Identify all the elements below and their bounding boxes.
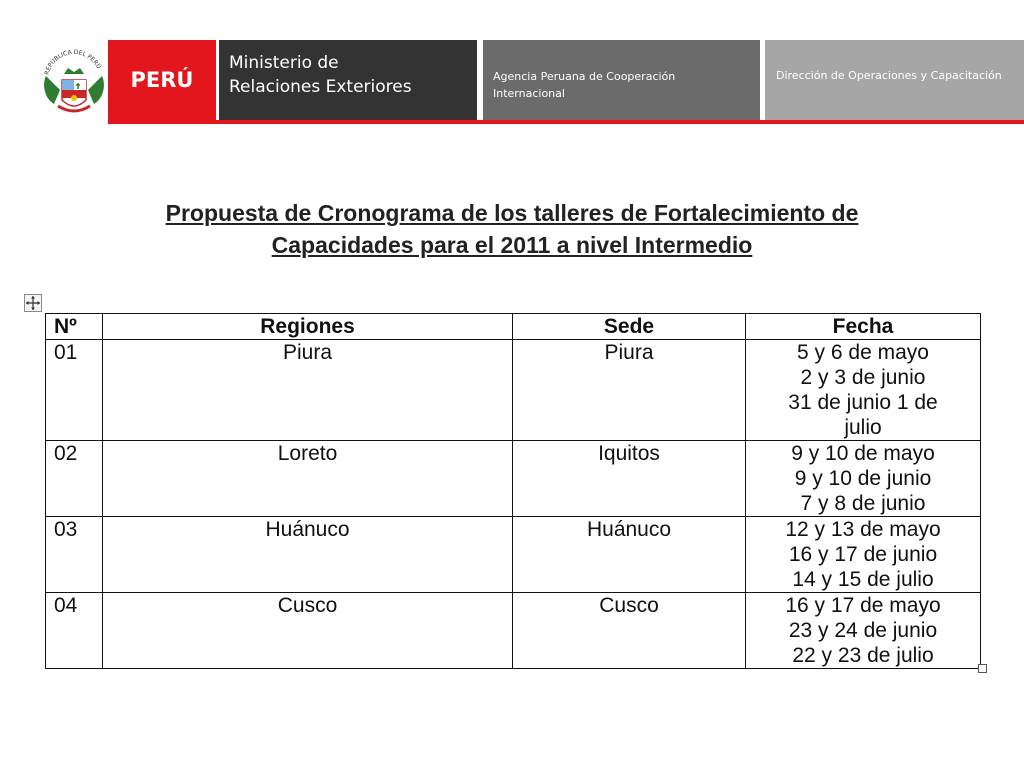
- row-sede[interactable]: Cusco: [513, 593, 746, 669]
- direction-title: Dirección de Operaciones y Capacitación: [765, 40, 1024, 120]
- fecha-line: 16 y 17 de junio: [788, 543, 938, 566]
- fecha-line: 5 y 6 de mayo: [797, 341, 929, 364]
- row-region[interactable]: Cusco: [103, 593, 513, 669]
- row-fecha[interactable]: [746, 340, 981, 441]
- row-fecha[interactable]: [746, 441, 981, 517]
- ministry-title: [219, 40, 477, 120]
- header-sede: Sede: [513, 314, 746, 340]
- row-num[interactable]: 02: [46, 441, 103, 517]
- row-sede[interactable]: Piura: [513, 340, 746, 441]
- fecha-line: 9 y 10 de mayo: [791, 442, 935, 465]
- fecha-line: julio: [844, 416, 882, 439]
- fecha-line: 16 y 17 de mayo: [785, 594, 941, 617]
- row-num[interactable]: 03: [46, 517, 103, 593]
- ministry-line-2: Relaciones Exteriores: [229, 77, 412, 97]
- table-row: [46, 441, 981, 517]
- agency-line-1: Agencia Peruana de Cooperación: [493, 70, 676, 83]
- table-row: [46, 517, 981, 593]
- fecha-line: 14 y 15 de julio: [792, 568, 934, 591]
- fecha-line: 22 y 23 de julio: [792, 644, 934, 667]
- header-num: Nº: [46, 314, 103, 340]
- row-fecha[interactable]: [746, 517, 981, 593]
- coat-of-arms-logo: [40, 40, 108, 120]
- table-row: [46, 593, 981, 669]
- move-handle-icon[interactable]: [24, 294, 42, 312]
- header-banner: [40, 40, 1002, 126]
- schedule-table[interactable]: [45, 313, 981, 669]
- resize-handle-icon[interactable]: [978, 664, 987, 673]
- title-line-2: Capacidades para el 2011 a nivel Intermedio: [271, 232, 753, 258]
- page-title: [60, 197, 964, 261]
- row-sede[interactable]: Huánuco: [513, 517, 746, 593]
- table-header-row: [46, 314, 981, 340]
- row-region[interactable]: Huánuco: [103, 517, 513, 593]
- row-num[interactable]: 01: [46, 340, 103, 441]
- fecha-line: 23 y 24 de junio: [788, 619, 938, 642]
- row-fecha[interactable]: [746, 593, 981, 669]
- fecha-line: 12 y 13 de mayo: [785, 518, 941, 541]
- agency-line-2: Internacional: [493, 87, 565, 100]
- row-region[interactable]: Loreto: [103, 441, 513, 517]
- title-line-1: Propuesta de Cronograma de los talleres de Fortalecimiento de: [165, 200, 859, 226]
- fecha-line: 2 y 3 de junio: [800, 366, 926, 389]
- row-region[interactable]: Piura: [103, 340, 513, 441]
- row-sede[interactable]: Iquitos: [513, 441, 746, 517]
- fecha-line: 9 y 10 de junio: [794, 467, 932, 490]
- agency-title: [483, 40, 760, 120]
- table-row: [46, 340, 981, 441]
- row-num[interactable]: 04: [46, 593, 103, 669]
- header-regiones: Regiones: [103, 314, 513, 340]
- fecha-line: 7 y 8 de junio: [800, 492, 926, 515]
- header-fecha: Fecha: [746, 314, 981, 340]
- ministry-line-1: Ministerio de: [229, 53, 339, 73]
- country-label: PERÚ: [108, 40, 216, 120]
- fecha-line: 31 de junio 1 de: [788, 391, 938, 414]
- header-divider: [108, 120, 1024, 124]
- svg-text:REPÚBLICA DEL PERÚ: REPÚBLICA DEL PERÚ: [43, 48, 103, 76]
